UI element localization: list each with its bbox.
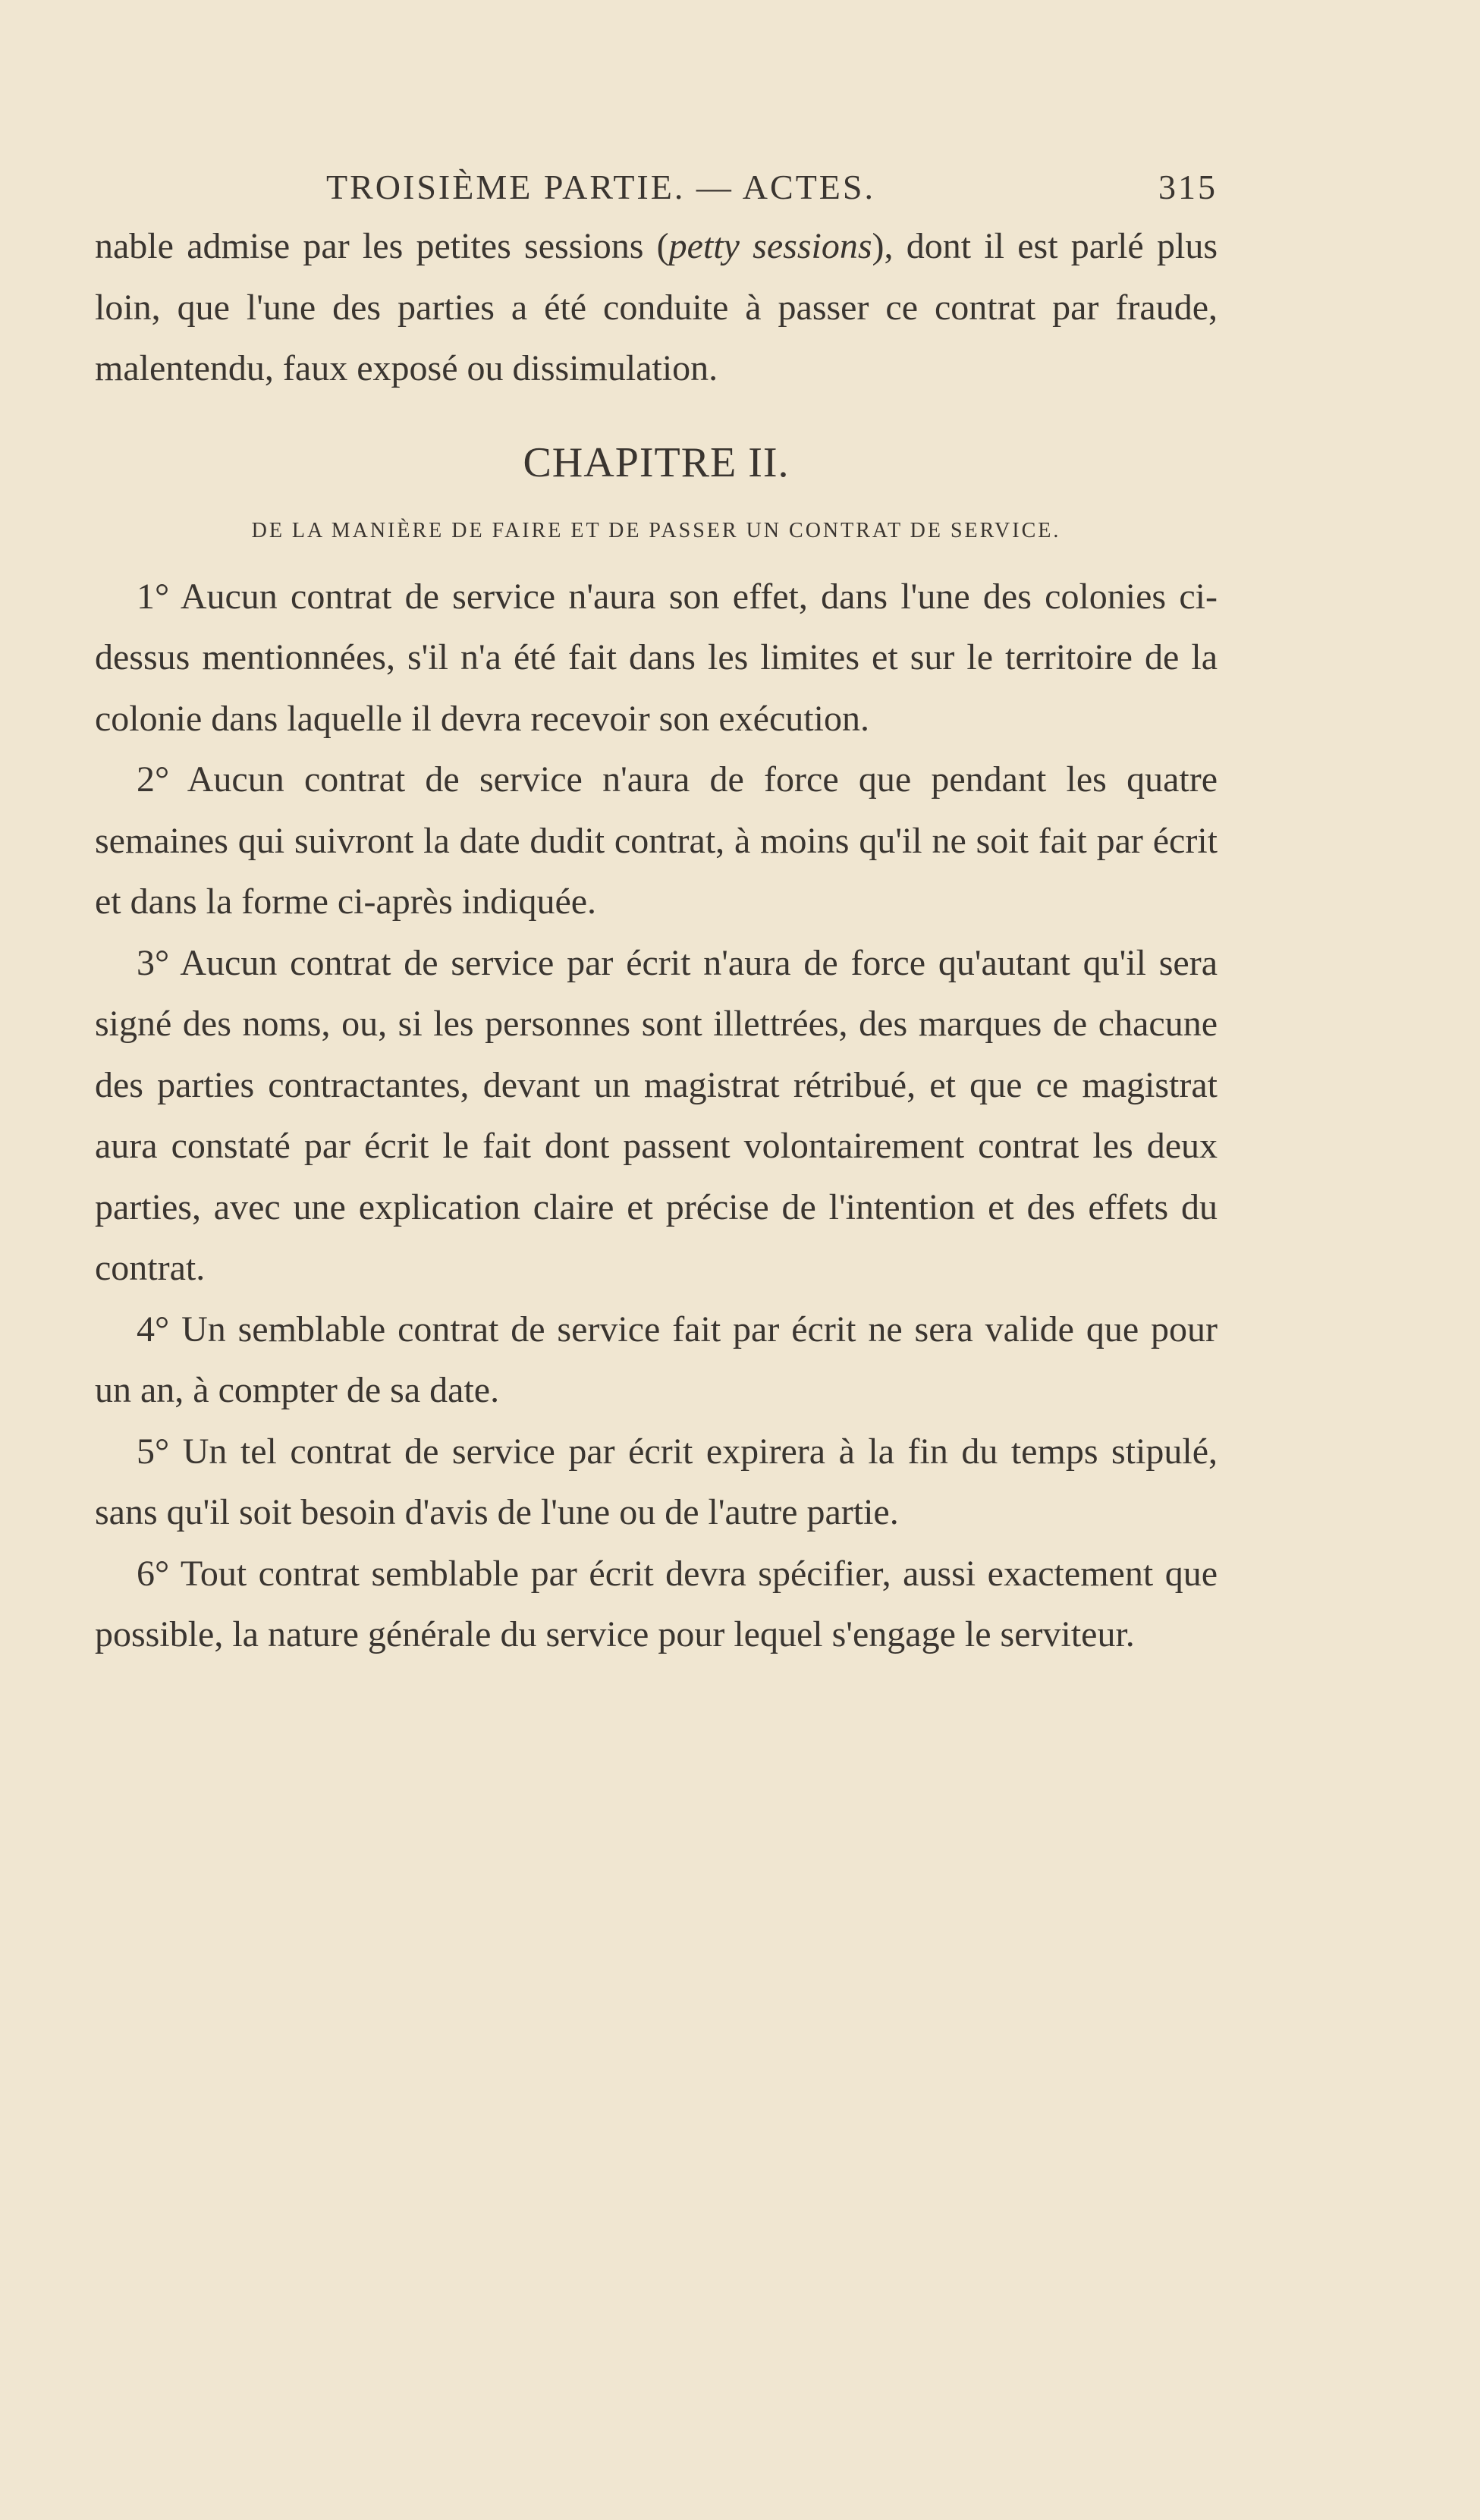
article-5: 5° Un tel contrat de service par écrit expirera à la fin du temps stipulé, sans qu'il soit besoin d'avis de l'une ou de l'autre partie.: [95, 1431, 1218, 1532]
page-number: 315: [1158, 168, 1218, 206]
chapter-title: CHAPITRE II.: [523, 438, 790, 486]
opening-paragraph-end: ), dont il est parlé plus loin, que l'une des parties a été conduite à passer ce contrat par fraude, malentendu, faux exposé ou dissimulation.: [95, 226, 1218, 388]
opening-paragraph-italic: petty sessions: [668, 226, 872, 266]
opening-paragraph: [95, 216, 1218, 400]
article-6: 6° Tout contrat semblable par écrit devra spécifier, aussi exactement que possible, la nature générale du service pour lequel s'engage le serviteur.: [95, 1553, 1218, 1654]
opening-paragraph-start: nable admise par les petites sessions (: [95, 226, 669, 266]
article-3: 3° Aucun contrat de service par écrit n'aura de force qu'autant qu'il sera signé des noms, ou, si les personnes sont illettrées, des marques de chacune des parties contractantes, devant un magistrat rétribué, et que ce magistrat aura constaté par écrit le fait dont passent volontairement contrat les deux parties, avec une explication claire et précise de l'intention et des effets du contrat.: [95, 942, 1218, 1288]
running-head-title: TROISIÈME PARTIE. — ACTES.: [326, 168, 875, 206]
chapter-subtitle: DE LA MANIÈRE DE FAIRE ET DE PASSER UN CONTRAT DE SERVICE.: [251, 518, 1061, 542]
article-1: 1° Aucun contrat de service n'aura son effet, dans l'une des colonies ci-dessus mentionnées, s'il n'a été fait dans les limites et sur le territoire de la colonie dans laquelle il devra recevoir son exécution.: [95, 576, 1218, 739]
article-2: 2° Aucun contrat de service n'aura de force que pendant les quatre semaines qui suivront la date dudit contrat, à moins qu'il ne soit fait par écrit et dans la forme ci-après indiquée.: [95, 759, 1218, 922]
article-4: 4° Un semblable contrat de service fait par écrit ne sera valide que pour un an, à compter de sa date.: [95, 1309, 1218, 1410]
page-text-block: [95, 163, 1218, 1666]
running-head: [95, 163, 1218, 216]
